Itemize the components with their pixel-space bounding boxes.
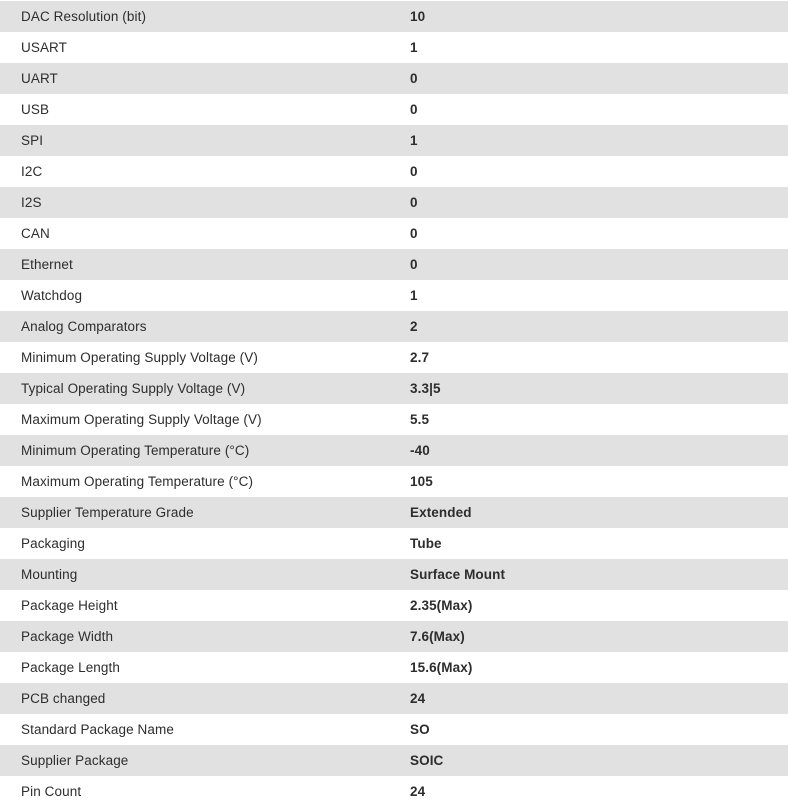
spec-value: 24 (410, 691, 426, 706)
spec-value: 10 (410, 9, 426, 24)
spec-label: USB (21, 102, 50, 117)
spec-row (0, 342, 788, 373)
spec-row (0, 218, 788, 249)
spec-value: SO (410, 722, 430, 737)
spec-value: -40 (410, 443, 430, 458)
spec-label: Minimum Operating Supply Voltage (V) (21, 350, 258, 365)
spec-label: Maximum Operating Supply Voltage (V) (21, 412, 262, 427)
spec-value: Surface Mount (410, 567, 506, 582)
spec-row (0, 590, 788, 621)
spec-value: 2 (410, 319, 418, 334)
spec-row (0, 280, 788, 311)
spec-label: Supplier Temperature Grade (21, 505, 194, 520)
spec-row (0, 94, 788, 125)
spec-value: 0 (410, 226, 418, 241)
spec-row (0, 404, 788, 435)
spec-value: Tube (410, 536, 442, 551)
spec-row (0, 125, 788, 156)
spec-label: PCB changed (21, 691, 106, 706)
spec-row (0, 528, 788, 559)
spec-value: 2.35(Max) (410, 598, 473, 613)
spec-label: UART (21, 71, 58, 86)
spec-label: DAC Resolution (bit) (21, 9, 147, 24)
spec-label: Standard Package Name (21, 722, 174, 737)
spec-label: Package Length (21, 660, 120, 675)
spec-value: 0 (410, 195, 418, 210)
spec-label: CAN (21, 226, 50, 241)
spec-value: 1 (410, 133, 418, 148)
spec-label: Package Width (21, 629, 114, 644)
spec-value: 0 (410, 257, 418, 272)
spec-value: 105 (410, 474, 433, 489)
spec-row (0, 497, 788, 528)
spec-label: USART (21, 40, 68, 55)
spec-label: Package Height (21, 598, 118, 613)
spec-label: Mounting (21, 567, 78, 582)
spec-row (0, 683, 788, 714)
spec-label: I2S (21, 195, 42, 210)
spec-row (0, 249, 788, 280)
spec-value: 5.5 (410, 412, 430, 427)
spec-row (0, 776, 788, 807)
spec-label: Minimum Operating Temperature (°C) (21, 443, 250, 458)
spec-label: Packaging (21, 536, 85, 551)
spec-value: 1 (410, 288, 418, 303)
spec-value: 2.7 (410, 350, 430, 365)
spec-value: SOIC (410, 753, 444, 768)
spec-value: 3.3|5 (410, 381, 441, 396)
spec-label: Typical Operating Supply Voltage (V) (21, 381, 246, 396)
spec-row (0, 621, 788, 652)
spec-row (0, 63, 788, 94)
spec-value: 15.6(Max) (410, 660, 473, 675)
spec-row (0, 1, 788, 32)
spec-value: 7.6(Max) (410, 629, 465, 644)
spec-value: 1 (410, 40, 418, 55)
spec-row (0, 745, 788, 776)
spec-label: Pin Count (21, 784, 82, 799)
spec-row (0, 714, 788, 745)
spec-row (0, 652, 788, 683)
spec-label: Ethernet (21, 257, 73, 272)
spec-label: Analog Comparators (21, 319, 147, 334)
spec-value: 0 (410, 102, 418, 117)
spec-label: I2C (21, 164, 43, 179)
spec-label: SPI (21, 133, 44, 148)
spec-value: 24 (410, 784, 426, 799)
spec-row (0, 311, 788, 342)
spec-label: Watchdog (21, 288, 83, 303)
spec-row (0, 559, 788, 590)
spec-row (0, 156, 788, 187)
spec-row (0, 32, 788, 63)
spec-row (0, 435, 788, 466)
spec-label: Supplier Package (21, 753, 129, 768)
spec-row (0, 373, 788, 404)
spec-row (0, 466, 788, 497)
spec-value: 0 (410, 71, 418, 86)
spec-value: 0 (410, 164, 418, 179)
spec-row (0, 187, 788, 218)
spec-label: Maximum Operating Temperature (°C) (21, 474, 254, 489)
spec-value: Extended (410, 505, 472, 520)
